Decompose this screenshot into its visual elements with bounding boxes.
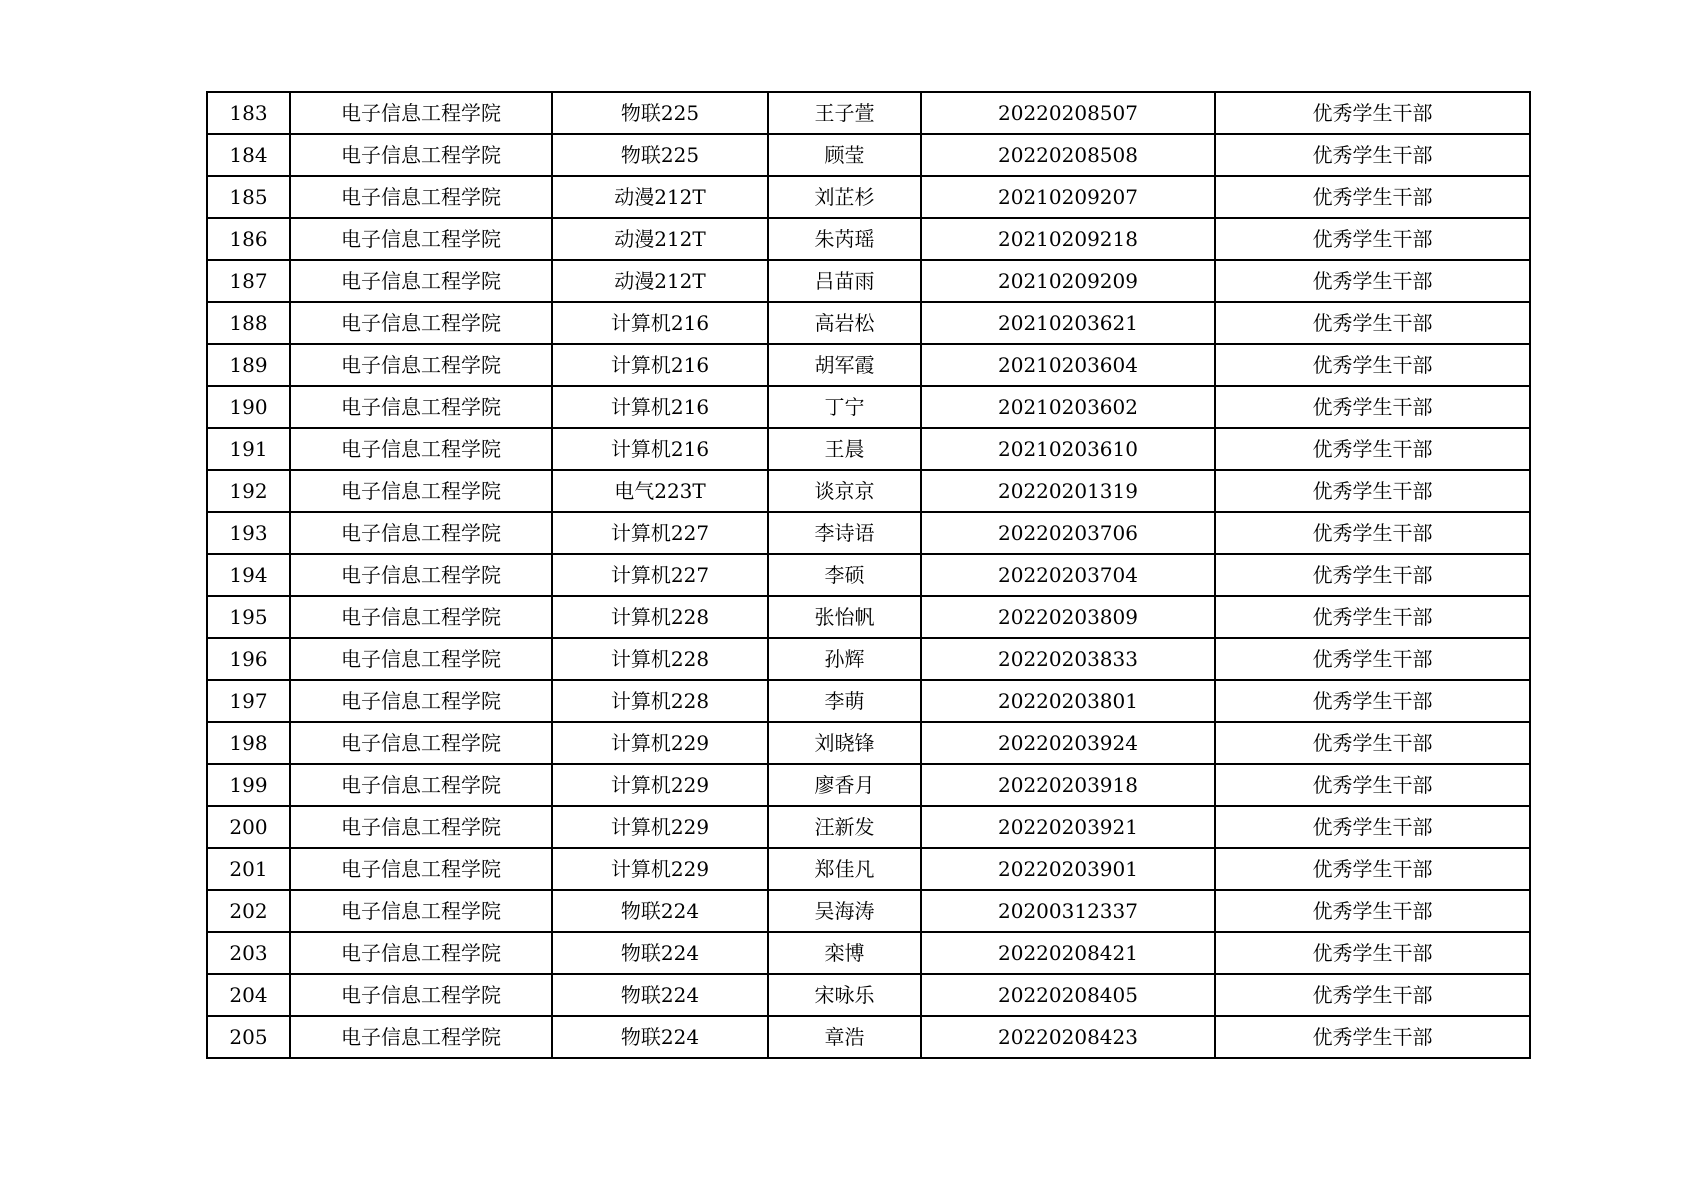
college-cell: 电子信息工程学院	[290, 386, 552, 428]
row-number-cell: 195	[207, 596, 290, 638]
student-id-cell: 20210203621	[921, 302, 1215, 344]
student-name-cell: 章浩	[768, 1016, 921, 1058]
class-cell: 计算机227	[552, 512, 768, 554]
row-number-cell: 199	[207, 764, 290, 806]
row-number-cell: 187	[207, 260, 290, 302]
award-title-cell: 优秀学生干部	[1215, 890, 1530, 932]
class-cell: 物联224	[552, 890, 768, 932]
row-number-cell: 202	[207, 890, 290, 932]
table-row	[207, 218, 1530, 260]
class-cell: 计算机216	[552, 302, 768, 344]
college-cell: 电子信息工程学院	[290, 470, 552, 512]
student-id-cell: 20220208508	[921, 134, 1215, 176]
award-title-cell: 优秀学生干部	[1215, 92, 1530, 134]
college-cell: 电子信息工程学院	[290, 1016, 552, 1058]
student-id-cell: 20200312337	[921, 890, 1215, 932]
table-row	[207, 722, 1530, 764]
row-number-cell: 183	[207, 92, 290, 134]
table-row	[207, 344, 1530, 386]
class-cell: 动漫212T	[552, 218, 768, 260]
student-id-cell: 20220203833	[921, 638, 1215, 680]
table-row	[207, 596, 1530, 638]
award-title-cell: 优秀学生干部	[1215, 806, 1530, 848]
college-cell: 电子信息工程学院	[290, 512, 552, 554]
class-cell: 计算机216	[552, 344, 768, 386]
student-name-cell: 李硕	[768, 554, 921, 596]
award-title-cell: 优秀学生干部	[1215, 974, 1530, 1016]
college-cell: 电子信息工程学院	[290, 680, 552, 722]
row-number-cell: 201	[207, 848, 290, 890]
class-cell: 物联225	[552, 134, 768, 176]
student-name-cell: 谈京京	[768, 470, 921, 512]
student-name-cell: 张怡帆	[768, 596, 921, 638]
table-row	[207, 890, 1530, 932]
table-row	[207, 764, 1530, 806]
award-title-cell: 优秀学生干部	[1215, 848, 1530, 890]
award-title-cell: 优秀学生干部	[1215, 260, 1530, 302]
table-row	[207, 932, 1530, 974]
award-title-cell: 优秀学生干部	[1215, 344, 1530, 386]
class-cell: 物联224	[552, 932, 768, 974]
college-cell: 电子信息工程学院	[290, 344, 552, 386]
row-number-cell: 198	[207, 722, 290, 764]
table-row	[207, 134, 1530, 176]
table-row	[207, 470, 1530, 512]
student-id-cell: 20210209207	[921, 176, 1215, 218]
row-number-cell: 204	[207, 974, 290, 1016]
student-name-cell: 吴海涛	[768, 890, 921, 932]
class-cell: 电气223T	[552, 470, 768, 512]
student-name-cell: 顾莹	[768, 134, 921, 176]
row-number-cell: 184	[207, 134, 290, 176]
college-cell: 电子信息工程学院	[290, 134, 552, 176]
student-id-cell: 20220208507	[921, 92, 1215, 134]
table-row	[207, 260, 1530, 302]
class-cell: 计算机229	[552, 806, 768, 848]
row-number-cell: 203	[207, 932, 290, 974]
award-title-cell: 优秀学生干部	[1215, 302, 1530, 344]
table-row	[207, 638, 1530, 680]
college-cell: 电子信息工程学院	[290, 218, 552, 260]
award-title-cell: 优秀学生干部	[1215, 176, 1530, 218]
award-title-cell: 优秀学生干部	[1215, 428, 1530, 470]
row-number-cell: 197	[207, 680, 290, 722]
student-name-cell: 李诗语	[768, 512, 921, 554]
student-name-cell: 孙辉	[768, 638, 921, 680]
student-name-cell: 朱芮瑶	[768, 218, 921, 260]
class-cell: 计算机229	[552, 764, 768, 806]
table-row	[207, 386, 1530, 428]
row-number-cell: 200	[207, 806, 290, 848]
row-number-cell: 188	[207, 302, 290, 344]
award-title-cell: 优秀学生干部	[1215, 512, 1530, 554]
student-name-cell: 丁宁	[768, 386, 921, 428]
table-row	[207, 428, 1530, 470]
college-cell: 电子信息工程学院	[290, 596, 552, 638]
student-id-cell: 20210209209	[921, 260, 1215, 302]
class-cell: 物联224	[552, 1016, 768, 1058]
award-title-cell: 优秀学生干部	[1215, 1016, 1530, 1058]
college-cell: 电子信息工程学院	[290, 638, 552, 680]
student-name-cell: 刘芷杉	[768, 176, 921, 218]
student-id-cell: 20220208423	[921, 1016, 1215, 1058]
award-title-cell: 优秀学生干部	[1215, 596, 1530, 638]
table-row	[207, 680, 1530, 722]
student-name-cell: 王晨	[768, 428, 921, 470]
college-cell: 电子信息工程学院	[290, 176, 552, 218]
college-cell: 电子信息工程学院	[290, 302, 552, 344]
student-name-cell: 宋咏乐	[768, 974, 921, 1016]
student-name-cell: 栾博	[768, 932, 921, 974]
class-cell: 计算机227	[552, 554, 768, 596]
row-number-cell: 185	[207, 176, 290, 218]
class-cell: 计算机216	[552, 428, 768, 470]
student-name-cell: 李萌	[768, 680, 921, 722]
college-cell: 电子信息工程学院	[290, 92, 552, 134]
student-id-cell: 20210203610	[921, 428, 1215, 470]
student-id-cell: 20210209218	[921, 218, 1215, 260]
student-id-cell: 20220203801	[921, 680, 1215, 722]
award-title-cell: 优秀学生干部	[1215, 764, 1530, 806]
college-cell: 电子信息工程学院	[290, 260, 552, 302]
college-cell: 电子信息工程学院	[290, 764, 552, 806]
row-number-cell: 192	[207, 470, 290, 512]
award-title-cell: 优秀学生干部	[1215, 722, 1530, 764]
student-id-cell: 20220203921	[921, 806, 1215, 848]
class-cell: 计算机228	[552, 680, 768, 722]
student-id-cell: 20220201319	[921, 470, 1215, 512]
class-cell: 计算机228	[552, 638, 768, 680]
student-id-cell: 20220208405	[921, 974, 1215, 1016]
table-row	[207, 92, 1530, 134]
student-name-cell: 高岩松	[768, 302, 921, 344]
row-number-cell: 189	[207, 344, 290, 386]
row-number-cell: 205	[207, 1016, 290, 1058]
student-name-cell: 廖香月	[768, 764, 921, 806]
student-id-cell: 20220203918	[921, 764, 1215, 806]
table-body	[207, 92, 1530, 1058]
college-cell: 电子信息工程学院	[290, 722, 552, 764]
row-number-cell: 194	[207, 554, 290, 596]
award-title-cell: 优秀学生干部	[1215, 554, 1530, 596]
student-name-cell: 胡军霞	[768, 344, 921, 386]
student-id-cell: 20220203809	[921, 596, 1215, 638]
student-id-cell: 20210203602	[921, 386, 1215, 428]
student-id-cell: 20220208421	[921, 932, 1215, 974]
student-name-cell: 汪新发	[768, 806, 921, 848]
student-name-cell: 王子萱	[768, 92, 921, 134]
student-name-cell: 吕苗雨	[768, 260, 921, 302]
college-cell: 电子信息工程学院	[290, 974, 552, 1016]
college-cell: 电子信息工程学院	[290, 428, 552, 470]
award-title-cell: 优秀学生干部	[1215, 932, 1530, 974]
class-cell: 计算机229	[552, 848, 768, 890]
class-cell: 动漫212T	[552, 176, 768, 218]
row-number-cell: 196	[207, 638, 290, 680]
student-id-cell: 20220203924	[921, 722, 1215, 764]
student-id-cell: 20220203704	[921, 554, 1215, 596]
table-row	[207, 512, 1530, 554]
table-row	[207, 554, 1530, 596]
class-cell: 物联225	[552, 92, 768, 134]
college-cell: 电子信息工程学院	[290, 806, 552, 848]
award-title-cell: 优秀学生干部	[1215, 638, 1530, 680]
student-id-cell: 20210203604	[921, 344, 1215, 386]
college-cell: 电子信息工程学院	[290, 932, 552, 974]
college-cell: 电子信息工程学院	[290, 554, 552, 596]
table-row	[207, 974, 1530, 1016]
row-number-cell: 191	[207, 428, 290, 470]
award-title-cell: 优秀学生干部	[1215, 218, 1530, 260]
table-row	[207, 806, 1530, 848]
student-id-cell: 20220203706	[921, 512, 1215, 554]
row-number-cell: 190	[207, 386, 290, 428]
award-title-cell: 优秀学生干部	[1215, 470, 1530, 512]
row-number-cell: 186	[207, 218, 290, 260]
college-cell: 电子信息工程学院	[290, 890, 552, 932]
award-title-cell: 优秀学生干部	[1215, 386, 1530, 428]
class-cell: 计算机216	[552, 386, 768, 428]
table-row	[207, 848, 1530, 890]
class-cell: 计算机228	[552, 596, 768, 638]
class-cell: 动漫212T	[552, 260, 768, 302]
award-title-cell: 优秀学生干部	[1215, 134, 1530, 176]
row-number-cell: 193	[207, 512, 290, 554]
class-cell: 物联224	[552, 974, 768, 1016]
table-row	[207, 176, 1530, 218]
college-cell: 电子信息工程学院	[290, 848, 552, 890]
award-list-table	[206, 91, 1531, 1059]
table-row	[207, 1016, 1530, 1058]
table-row	[207, 302, 1530, 344]
student-id-cell: 20220203901	[921, 848, 1215, 890]
award-title-cell: 优秀学生干部	[1215, 680, 1530, 722]
student-name-cell: 郑佳凡	[768, 848, 921, 890]
student-name-cell: 刘晓锋	[768, 722, 921, 764]
class-cell: 计算机229	[552, 722, 768, 764]
